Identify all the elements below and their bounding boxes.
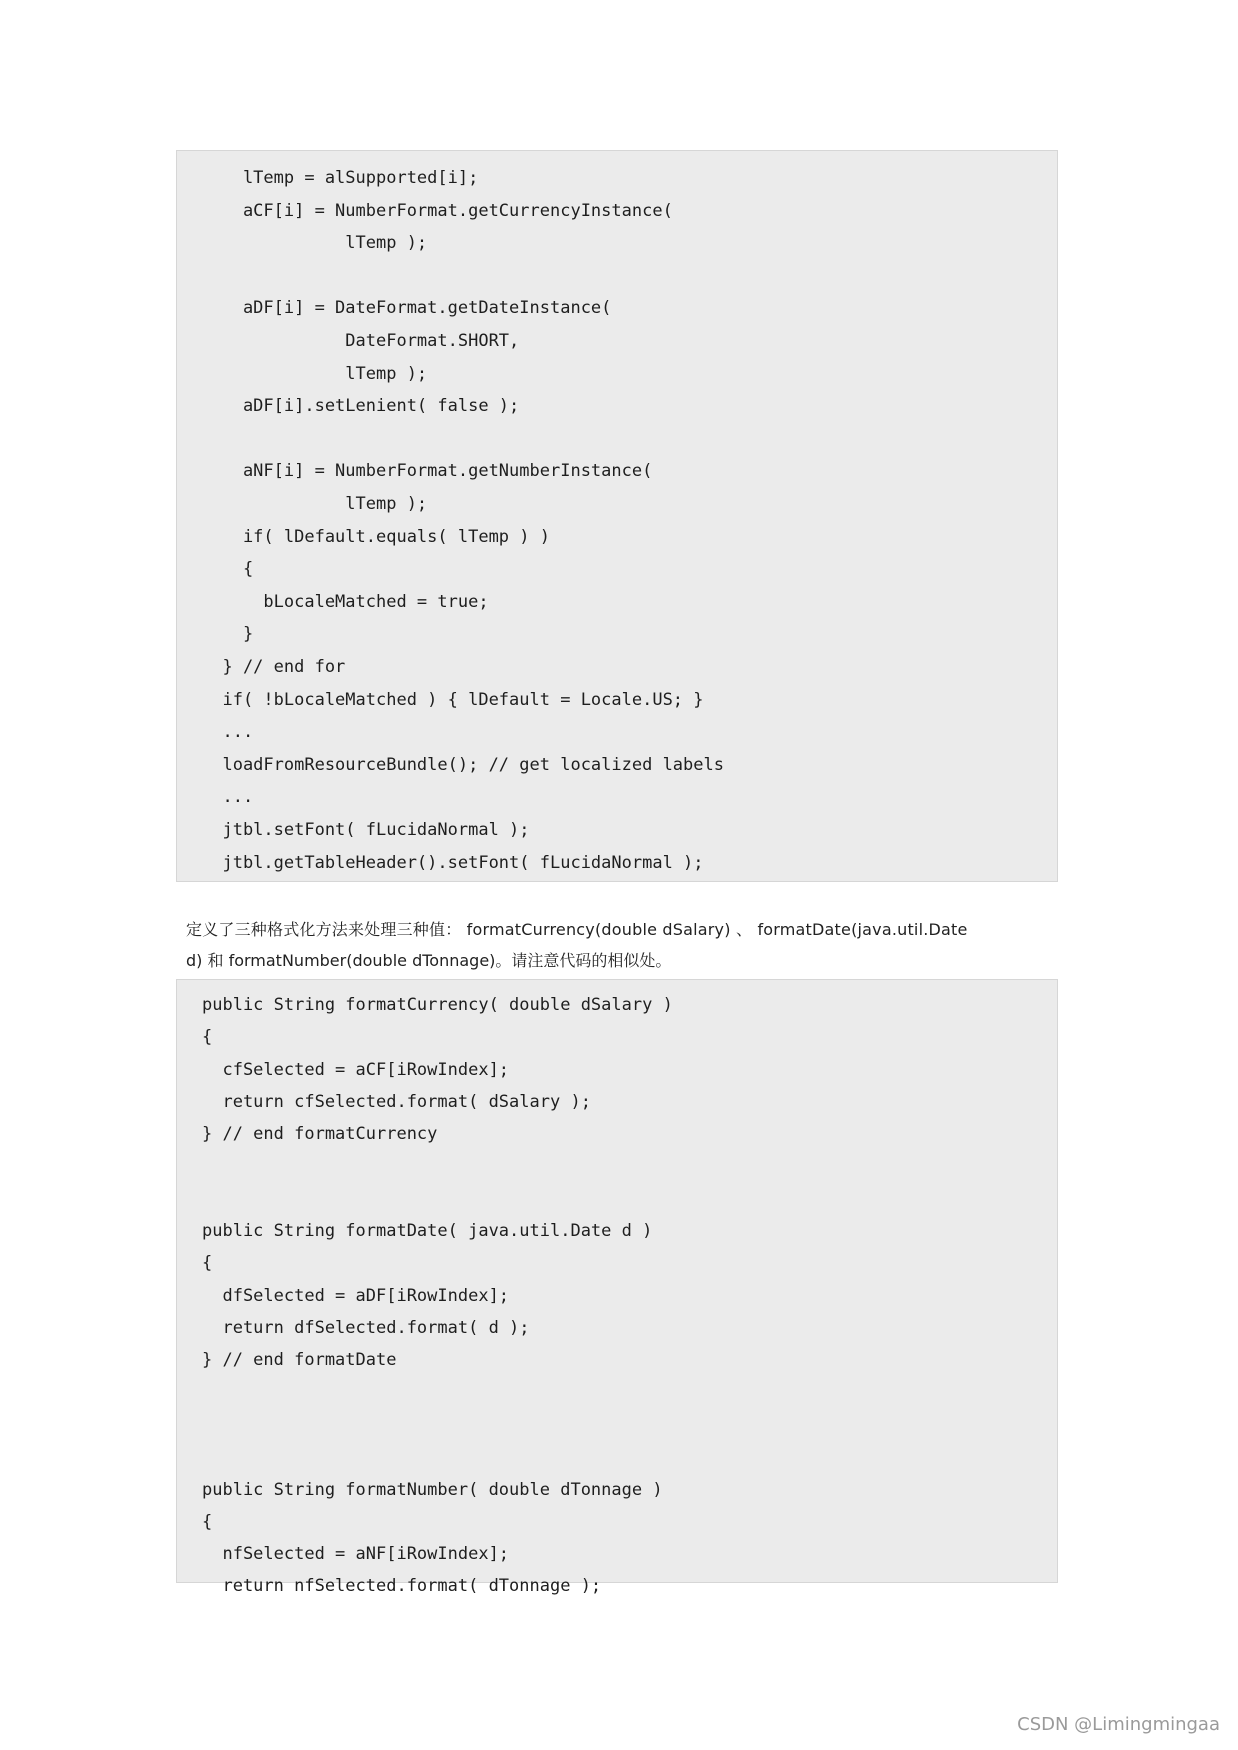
code-line: nfSelected = aNF[iRowIndex]; (202, 1544, 510, 1565)
code-line: lTemp ); (202, 233, 428, 254)
code-line: if( lDefault.equals( lTemp ) ) (202, 526, 550, 547)
code-line: dfSelected = aDF[iRowIndex]; (202, 1285, 510, 1306)
code-line: return nfSelected.format( dTonnage ); (202, 1576, 602, 1597)
code-line: { (202, 1027, 213, 1048)
code-line: aDF[i] = DateFormat.getDateInstance( (202, 298, 612, 319)
code-line: return cfSelected.format( dSalary ); (202, 1091, 591, 1112)
code-line: aCF[i] = NumberFormat.getCurrencyInstance( (202, 200, 673, 221)
code-line: } // end for (202, 657, 346, 677)
code-line: lTemp ); (202, 363, 428, 384)
code-line: aDF[i].setLenient( false ); (202, 396, 520, 417)
code-line: if( !bLocaleMatched ) { lDefault = Locale.US; } (202, 689, 704, 710)
code-line: lTemp ); (202, 494, 428, 514)
code-line: jtbl.setFont( fLucidaNormal ); (202, 820, 530, 840)
code-line: return dfSelected.format( d ); (202, 1318, 530, 1338)
code-line: ... (202, 722, 254, 743)
code-line: jtbl.getTableHeader().setFont( fLucidaNormal ); (202, 852, 704, 873)
code-line: cfSelected = aCF[iRowIndex]; (202, 1059, 510, 1080)
code-line: public String formatCurrency( double dSalary ) (202, 995, 673, 1015)
code-line: aNF[i] = NumberFormat.getNumberInstance( (202, 461, 653, 482)
code-line: } // end formatCurrency (202, 1124, 438, 1145)
prose-line: d) 和 formatNumber(double dTonnage)。请注意代码的相似处。 (186, 951, 672, 970)
code-line: lTemp = alSupported[i]; (202, 168, 479, 188)
code-line: { (202, 1253, 213, 1274)
code-line: public String formatNumber( double dTonnage ) (202, 1479, 663, 1500)
code-block-locale-setup (176, 150, 1058, 882)
code-line: public String formatDate( java.util.Date d ) (202, 1221, 653, 1242)
code-line: { (202, 1511, 213, 1532)
code-line: } // end formatDate (202, 1350, 397, 1371)
prose-line: 定义了三种格式化方法来处理三种值： formatCurrency(double dSalary) 、 formatDate(java.util.Date (186, 920, 968, 939)
code-line: loadFromResourceBundle(); // get localized labels (202, 754, 724, 775)
code-line: { (202, 559, 254, 580)
code-line: DateFormat.SHORT, (202, 331, 520, 351)
csdn-watermark: CSDN @Limingmingaa (1017, 1714, 1220, 1735)
code-line: bLocaleMatched = true; (202, 591, 489, 612)
code-line: ... (202, 787, 254, 808)
code-line: } (202, 624, 254, 645)
code-block-format-methods (176, 979, 1058, 1597)
